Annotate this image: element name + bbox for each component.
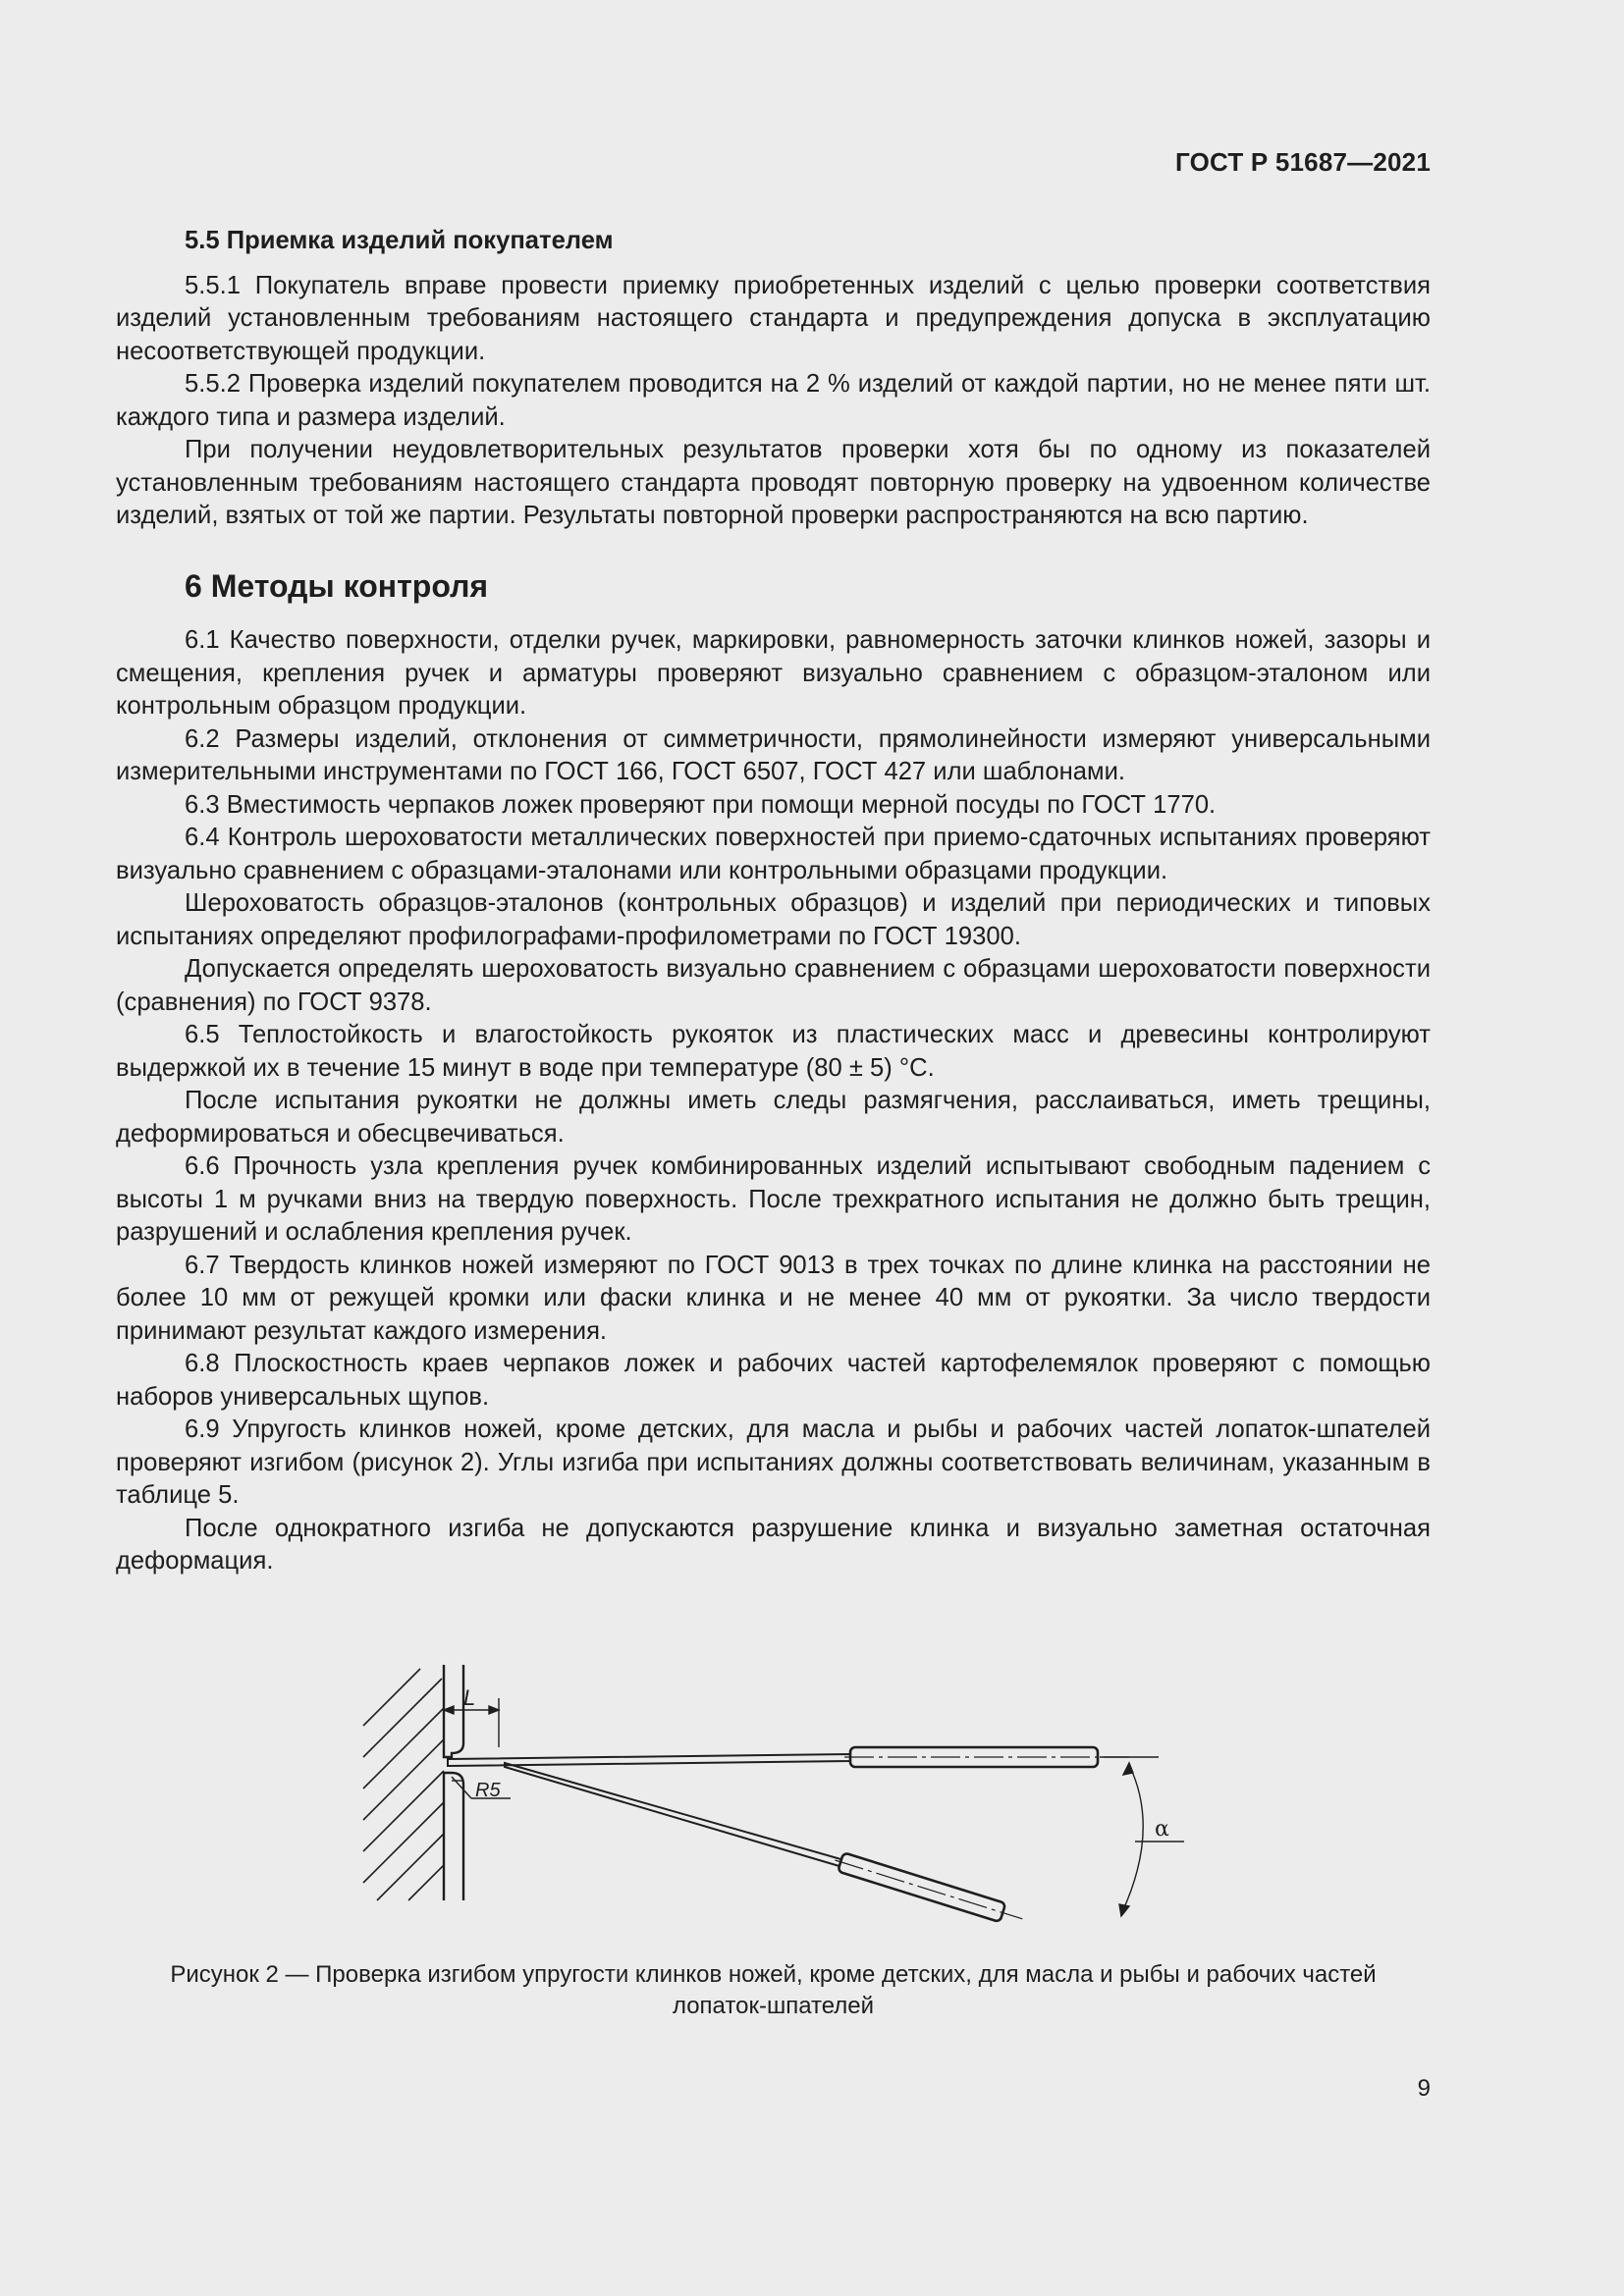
clamp-outline bbox=[444, 1665, 463, 1900]
figure-caption bbox=[116, 1959, 1431, 2022]
bent-blade bbox=[505, 1763, 1025, 1928]
label-l: L bbox=[463, 1685, 476, 1710]
clamp-block-hatching bbox=[363, 1669, 444, 1900]
document-code: ГОСТ Р 51687—2021 bbox=[1175, 147, 1431, 177]
document-body bbox=[116, 221, 1431, 1578]
straight-blade bbox=[448, 1747, 1129, 1767]
caption-line-1: Рисунок 2 — Проверка изгибом упругости клинков ножей, кроме детских, для масла и рыбы и рабочих частей bbox=[170, 1961, 1377, 1988]
label-alpha: α bbox=[1155, 1817, 1169, 1842]
paragraph-6-5-after: После испытания рукоятки не должны иметь следы размягчения, расслаиваться, иметь трещины, деформироваться и обесцвечиваться. bbox=[116, 1087, 1431, 1148]
paragraph-6-2: 6.2 Размеры изделий, отклонения от симметричности, прямолинейности измеряют универсальными измерительными инструментами по ГОСТ 166, ГОСТ 6507, ГОСТ 427 или шаблонами. bbox=[116, 724, 1431, 785]
subsection-heading-5-5: 5.5 Приемка изделий покупателем bbox=[185, 227, 614, 254]
paragraph-6-4-roughness: Шероховатость образцов-эталонов (контрольных образцов) и изделий при периодических и типовых испытаниях определяют профилографами-профилометрами по ГОСТ 19300. bbox=[116, 889, 1431, 950]
paragraph-5-5-2: 5.5.2 Проверка изделий покупателем проводится на 2 % изделий от каждой партии, но не менее пяти шт. каждого типа и размера изделий. bbox=[116, 370, 1431, 431]
paragraph-6-6: 6.6 Прочность узла крепления ручек комбинированных изделий испытывают свободным падением с высоты 1 м ручками вниз на твердую поверхность. После трехкратного испытания не должно быть трещин, разрушений и ослабления крепления ручек. bbox=[116, 1152, 1431, 1246]
paragraph-6-9-after: После однократного изгиба не допускаются разрушение клинка и визуально заметная остаточная деформация. bbox=[116, 1514, 1431, 1575]
caption-line-2: лопаток-шпателей bbox=[672, 1993, 875, 2019]
paragraph-6-1: 6.1 Качество поверхности, отделки ручек, маркировки, равномерность заточки клинков ножей, зазоры и смещения, крепления ручек и арматуры проверяют визуально сравнением с образцом-эталоном или контрольным образцом продукции. bbox=[116, 626, 1431, 720]
page-number: 9 bbox=[1417, 2075, 1431, 2102]
angle-alpha-dimension bbox=[1100, 1757, 1184, 1916]
paragraph-6-4-visual: Допускается определять шероховатость визуально сравнением с образцами шероховатости поверхности (сравнения) по ГОСТ 9378. bbox=[116, 955, 1431, 1016]
paragraph-6-4: 6.4 Контроль шероховатости металлических поверхностей при приемо-сдаточных испытаниях проверяют визуально сравнением с образцами-эталонами или контрольными образцами продукции. bbox=[116, 824, 1431, 884]
paragraph-5-5-1: 5.5.1 Покупатель вправе провести приемку приобретенных изделий с целью проверки соответствия изделий установленным требованиям настоящего стандарта и предупреждения допуска в эксплуатацию несоответствующей продукции. bbox=[116, 271, 1431, 365]
label-r5: R5 bbox=[475, 1780, 501, 1801]
paragraph-5-5-retest: При получении неудовлетворительных результатов проверки хотя бы по одному из показателей установленным требованиям настоящего стандарта проводят повторную проверку на удвоенном количестве изделий, взятых от той же партии. Результаты повторной проверки распространяются на всю партию. bbox=[116, 436, 1431, 529]
section-heading-6: 6 Методы контроля bbox=[185, 567, 489, 604]
paragraph-6-5: 6.5 Теплостойкость и влагостойкость рукояток из пластических масс и древесины контролируют выдержкой их в течение 15 минут в воде при температуре (80 ± 5) °С. bbox=[116, 1021, 1431, 1082]
bend-test-drawing bbox=[353, 1649, 1198, 1929]
paragraph-6-8: 6.8 Плоскостность краев черпаков ложек и рабочих частей картофелемялок проверяют с помощью наборов универсальных щупов. bbox=[116, 1350, 1431, 1411]
figure-2-bend-test bbox=[353, 1649, 1198, 1929]
paragraph-6-3: 6.3 Вместимость черпаков ложек проверяют при помощи мерной посуды по ГОСТ 1770. bbox=[185, 790, 1217, 819]
paragraph-6-7: 6.7 Твердость клинков ножей измеряют по ГОСТ 9013 в трех точках по длине клинка на расстоянии не более 10 мм от режущей кромки или фаски клинка и не менее 40 мм от рукоятки. За число твердости принимают результат каждого измерения. bbox=[116, 1251, 1431, 1345]
paragraph-6-9: 6.9 Упругость клинков ножей, кроме детских, для масла и рыбы и рабочих частей лопаток-шпателей проверяют изгибом (рисунок 2). Углы изгиба при испытаниях должны соответствовать величинам, указанным в таблице 5. bbox=[116, 1415, 1431, 1509]
